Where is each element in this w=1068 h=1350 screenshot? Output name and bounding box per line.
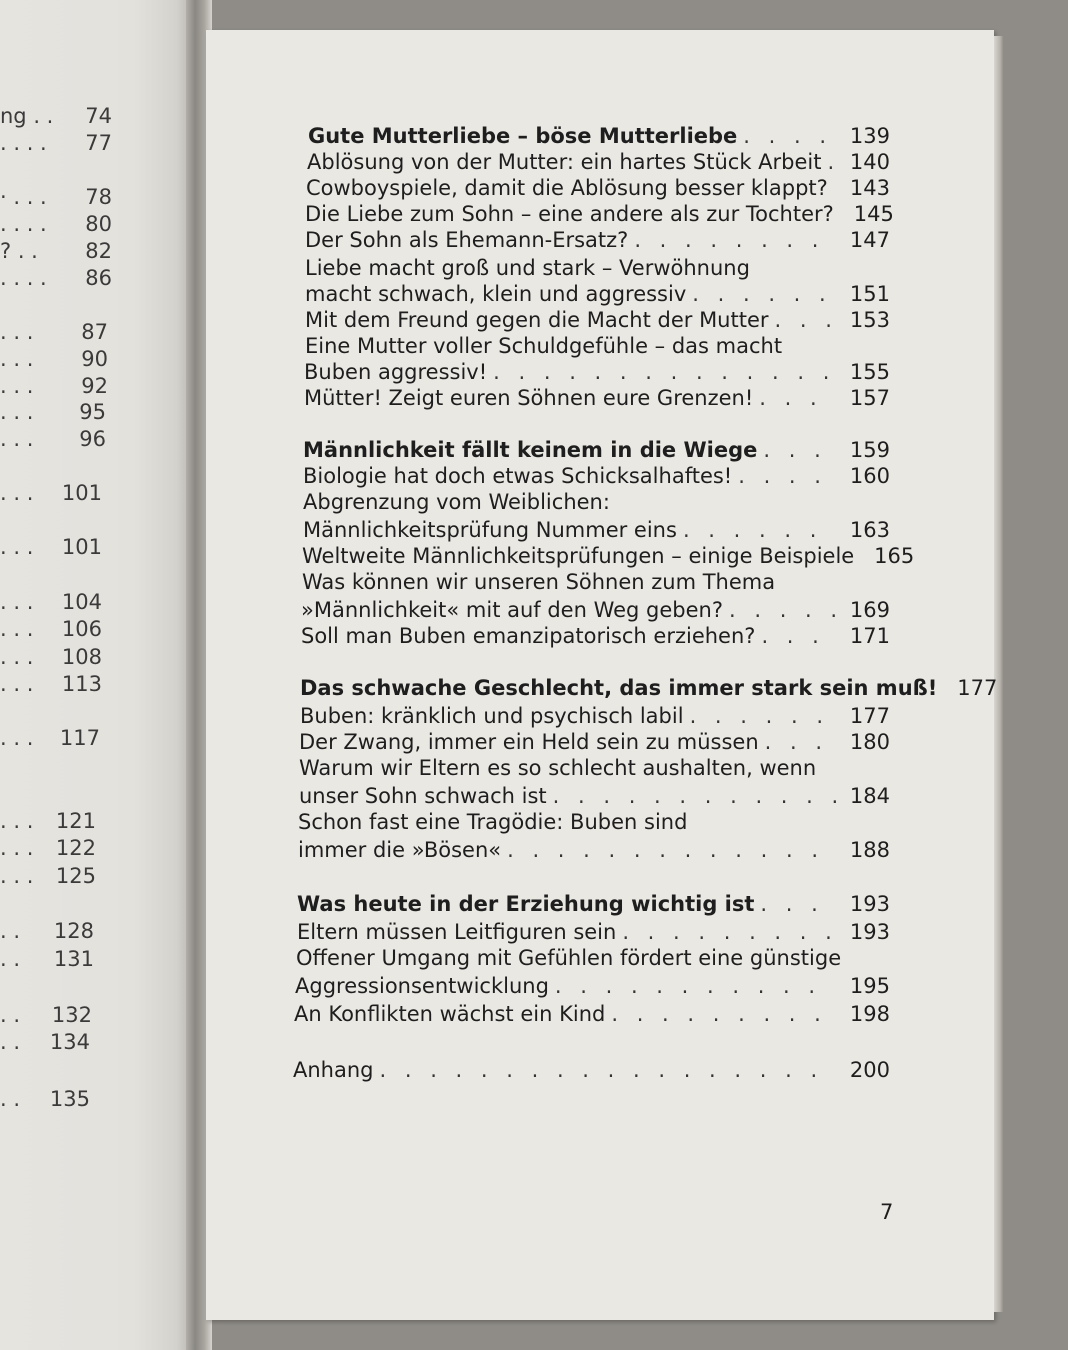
dot-leader bbox=[729, 598, 836, 622]
toc-entry-page: 198 bbox=[849, 1002, 890, 1026]
toc-entry-title: Liebe macht groß und stark – Verwöhnung bbox=[305, 256, 750, 280]
left-entry-page: 95 bbox=[79, 400, 106, 424]
left-entry-fragment: . . . bbox=[0, 726, 34, 750]
dot-leader bbox=[493, 360, 836, 384]
toc-entry-title: Der Sohn als Ehemann-Ersatz? bbox=[305, 228, 629, 252]
dot-leader bbox=[553, 784, 836, 808]
left-page-entry bbox=[0, 919, 102, 947]
toc-entry bbox=[303, 490, 890, 518]
left-entry-fragment: . . . bbox=[0, 617, 34, 641]
left-entry-page: 74 bbox=[85, 104, 112, 128]
left-entry-page: 77 bbox=[85, 131, 112, 155]
toc-entry bbox=[305, 334, 890, 362]
left-entry-page: 101 bbox=[61, 535, 102, 559]
left-page-entry bbox=[0, 864, 104, 892]
left-page-entry bbox=[0, 266, 120, 294]
left-page-entry bbox=[0, 131, 120, 159]
toc-entry bbox=[302, 570, 890, 598]
toc-entry-title: Offener Umgang mit Gefühlen fördert eine günstige bbox=[296, 946, 842, 970]
left-entry-page: 104 bbox=[61, 590, 102, 614]
toc-entry-title: Männlichkeit fällt keinem in die Wiege bbox=[303, 438, 758, 462]
toc-entry-page: 159 bbox=[849, 438, 890, 462]
page-edge bbox=[994, 36, 1004, 1312]
toc-entry-title: Was heute in der Erziehung wichtig ist bbox=[297, 892, 755, 916]
left-entry-fragment: · . . . bbox=[0, 185, 47, 209]
dot-leader bbox=[765, 730, 836, 754]
toc-entry bbox=[304, 360, 890, 388]
left-entry-fragment: . . . bbox=[0, 400, 34, 424]
left-entry-page: 122 bbox=[55, 836, 96, 860]
toc-entry-title: Männlichkeitsprüfung Nummer eins bbox=[303, 518, 677, 542]
left-page-entry bbox=[0, 1030, 98, 1058]
toc-entry-page: 177 bbox=[849, 704, 890, 728]
toc-entry-page: 193 bbox=[849, 920, 890, 944]
left-entry-page: 92 bbox=[81, 374, 108, 398]
toc-entry-title: Biologie hat doch etwas Schicksalhaftes! bbox=[303, 464, 733, 488]
dot-leader bbox=[555, 974, 836, 998]
left-entry-fragment: . . . . bbox=[0, 131, 47, 155]
toc-entry-title: Eine Mutter voller Schuldgefühle – das macht bbox=[305, 334, 783, 358]
toc-entry-title: immer die »Bösen« bbox=[298, 838, 502, 862]
dot-leader bbox=[763, 438, 836, 462]
left-entry-page: 106 bbox=[61, 617, 102, 641]
toc-entry-page: 143 bbox=[849, 176, 890, 200]
toc-entry-title: Anhang bbox=[293, 1058, 374, 1082]
toc-entry-page: 157 bbox=[849, 386, 890, 410]
left-page-entry bbox=[0, 726, 108, 754]
left-entry-fragment: . . . bbox=[0, 481, 34, 505]
left-page-entry bbox=[0, 374, 116, 402]
toc-entry bbox=[305, 282, 890, 310]
toc-entry bbox=[298, 810, 890, 838]
left-entry-fragment: . . . bbox=[0, 427, 34, 451]
left-entry-page: 131 bbox=[53, 947, 94, 971]
dot-leader bbox=[760, 892, 836, 916]
toc-entry-title: Gute Mutterliebe – böse Mutterliebe bbox=[308, 124, 738, 148]
left-entry-page: 82 bbox=[85, 239, 112, 263]
left-entry-page: 134 bbox=[49, 1030, 90, 1054]
left-page-entry bbox=[0, 104, 120, 132]
toc-entry-page: 200 bbox=[849, 1058, 890, 1082]
dot-leader bbox=[775, 308, 836, 332]
left-entry-fragment: . . . bbox=[0, 320, 34, 344]
toc-entry-page: 184 bbox=[849, 784, 890, 808]
toc-entry bbox=[296, 946, 890, 974]
toc-entry bbox=[307, 150, 890, 178]
left-page-entry bbox=[0, 239, 120, 267]
toc-entry-page: 147 bbox=[849, 228, 890, 252]
toc-section-heading bbox=[303, 438, 890, 466]
toc-entry bbox=[299, 756, 890, 784]
toc-entry-title: Mütter! Zeigt euren Söhnen eure Grenzen! bbox=[304, 386, 754, 410]
dot-leader bbox=[611, 1002, 836, 1026]
toc-entry bbox=[305, 202, 894, 230]
left-entry-fragment: . . bbox=[0, 947, 21, 971]
left-entry-fragment: . . . bbox=[0, 535, 34, 559]
left-entry-fragment: . . . bbox=[0, 590, 34, 614]
toc-section-heading bbox=[308, 124, 890, 152]
dot-leader bbox=[690, 704, 836, 728]
dot-leader bbox=[834, 176, 836, 200]
toc-entry bbox=[302, 544, 915, 572]
left-page-entry bbox=[0, 535, 110, 563]
left-entry-page: 135 bbox=[49, 1087, 90, 1111]
toc-entry bbox=[306, 176, 890, 204]
left-entry-page: 80 bbox=[85, 212, 112, 236]
left-entry-page: 117 bbox=[59, 726, 100, 750]
toc-entry bbox=[300, 704, 890, 732]
left-entry-fragment: . . bbox=[0, 1003, 21, 1027]
dot-leader bbox=[738, 464, 836, 488]
toc-entry-title: Cowboyspiele, damit die Ablösung besser klappt? bbox=[306, 176, 828, 200]
dot-leader bbox=[759, 386, 836, 410]
toc-entry-title: Abgrenzung vom Weiblichen: bbox=[303, 490, 610, 514]
left-entry-page: 78 bbox=[85, 185, 112, 209]
toc-entry bbox=[305, 256, 890, 284]
toc-entry bbox=[295, 974, 890, 1002]
toc-entry bbox=[305, 228, 890, 256]
left-entry-page: 125 bbox=[55, 864, 96, 888]
toc-entry-title: Buben aggressiv! bbox=[304, 360, 488, 384]
dot-leader bbox=[507, 838, 836, 862]
toc-entry-page: 169 bbox=[849, 598, 890, 622]
toc-entry-title: unser Sohn schwach ist bbox=[299, 784, 547, 808]
toc-entry bbox=[297, 920, 890, 948]
toc-entry-title: Der Zwang, immer ein Held sein zu müssen bbox=[299, 730, 759, 754]
left-entry-fragment: . . . . bbox=[0, 212, 47, 236]
toc-entry-title: Weltweite Männlichkeitsprüfungen – einige Beispiele bbox=[302, 544, 855, 568]
dot-leader bbox=[761, 624, 836, 648]
left-entry-fragment: . . bbox=[0, 1087, 21, 1111]
toc-entry bbox=[294, 1002, 890, 1030]
left-entry-page: 101 bbox=[61, 481, 102, 505]
toc-entry bbox=[299, 784, 890, 812]
dot-leader bbox=[634, 228, 836, 252]
left-entry-page: 86 bbox=[85, 266, 112, 290]
left-page-entry bbox=[0, 1087, 98, 1115]
left-page-entry bbox=[0, 645, 110, 673]
dot-leader bbox=[828, 150, 837, 174]
toc-section-heading bbox=[300, 676, 998, 704]
left-page-entry bbox=[0, 400, 114, 428]
left-page-entry bbox=[0, 320, 116, 348]
toc-entry-page: 177 bbox=[957, 676, 998, 700]
left-page bbox=[0, 0, 192, 1350]
left-page-entry bbox=[0, 427, 114, 455]
toc-entry-page: 140 bbox=[849, 150, 890, 174]
left-page-entry bbox=[0, 1003, 100, 1031]
left-entry-fragment: ng . . bbox=[0, 104, 54, 128]
toc-entry-page: 193 bbox=[849, 892, 890, 916]
toc-entry-title: Soll man Buben emanzipatorisch erziehen? bbox=[301, 624, 756, 648]
toc-entry-title: Eltern müssen Leitfiguren sein bbox=[297, 920, 617, 944]
toc-entry-title: Ablösung von der Mutter: ein hartes Stück Arbeit bbox=[307, 150, 822, 174]
left-entry-fragment: . . . bbox=[0, 809, 34, 833]
left-page-entry bbox=[0, 481, 110, 509]
left-page-entry bbox=[0, 836, 104, 864]
dot-leader bbox=[380, 1058, 837, 1082]
toc-entry-title: Warum wir Eltern es so schlecht aushalten, wenn bbox=[299, 756, 817, 780]
left-entry-fragment: . . bbox=[0, 919, 21, 943]
dot-leader bbox=[622, 920, 836, 944]
left-entry-page: 132 bbox=[51, 1003, 92, 1027]
toc-entry-page: 160 bbox=[849, 464, 890, 488]
toc-entry-title: Das schwache Geschlecht, das immer stark sein muß! bbox=[300, 676, 938, 700]
toc-entry-page: 153 bbox=[849, 308, 890, 332]
toc-entry-title: Was können wir unseren Söhnen zum Thema bbox=[302, 570, 776, 594]
toc-entry-title: Schon fast eine Tragödie: Buben sind bbox=[298, 810, 688, 834]
toc-entry-title: Buben: kränklich und psychisch labil bbox=[300, 704, 684, 728]
toc-entry-title: Mit dem Freund gegen die Macht der Mutter bbox=[305, 308, 769, 332]
toc-entry-title: Die Liebe zum Sohn – eine andere als zur Tochter? bbox=[305, 202, 834, 226]
left-entry-page: 121 bbox=[55, 809, 96, 833]
left-entry-fragment: . . . . bbox=[0, 266, 47, 290]
page-number: 7 bbox=[880, 1200, 894, 1224]
toc-entry-page: 163 bbox=[849, 518, 890, 542]
toc-entry-page: 139 bbox=[849, 124, 890, 148]
dot-leader bbox=[743, 124, 836, 148]
left-page-entry bbox=[0, 347, 116, 375]
toc-entry-page: 188 bbox=[849, 838, 890, 862]
dot-leader bbox=[692, 282, 836, 306]
left-entry-page: 113 bbox=[61, 672, 102, 696]
toc-entry-page: 180 bbox=[849, 730, 890, 754]
toc-entry bbox=[304, 386, 890, 414]
toc-entry-title: An Konflikten wächst ein Kind bbox=[294, 1002, 606, 1026]
left-entry-fragment: . . . bbox=[0, 672, 34, 696]
left-page-entry bbox=[0, 947, 102, 975]
toc-entry bbox=[303, 464, 890, 492]
left-page-entry bbox=[0, 809, 104, 837]
left-entry-fragment: . . . bbox=[0, 836, 34, 860]
left-entry-page: 128 bbox=[53, 919, 94, 943]
left-page-entry bbox=[0, 185, 120, 213]
toc-section-heading bbox=[297, 892, 890, 920]
left-page-entry bbox=[0, 212, 120, 240]
left-entry-fragment: . . . bbox=[0, 347, 34, 371]
left-page-entry bbox=[0, 617, 110, 645]
left-entry-page: 108 bbox=[61, 645, 102, 669]
left-entry-fragment: . . . bbox=[0, 645, 34, 669]
left-page-entry bbox=[0, 590, 110, 618]
toc-entry bbox=[303, 518, 890, 546]
toc-entry bbox=[299, 730, 890, 758]
dot-leader bbox=[683, 518, 836, 542]
left-entry-page: 96 bbox=[79, 427, 106, 451]
toc-entry-title: macht schwach, klein und aggressiv bbox=[305, 282, 687, 306]
left-entry-page: 87 bbox=[81, 320, 108, 344]
toc-entry-page: 145 bbox=[853, 202, 894, 226]
left-entry-fragment: . . bbox=[0, 1030, 21, 1054]
toc-entry-page: 171 bbox=[849, 624, 890, 648]
left-entry-fragment: . . . bbox=[0, 864, 34, 888]
toc-entry bbox=[293, 1058, 890, 1086]
toc-entry bbox=[305, 308, 890, 336]
toc-entry-page: 151 bbox=[849, 282, 890, 306]
toc-entry-page: 165 bbox=[874, 544, 915, 568]
toc-entry-page: 155 bbox=[849, 360, 890, 384]
toc-entry-page: 195 bbox=[849, 974, 890, 998]
left-page-entry bbox=[0, 672, 110, 700]
toc-entry-title: »Männlichkeit« mit auf den Weg geben? bbox=[301, 598, 723, 622]
toc-entry bbox=[301, 624, 890, 652]
toc-entry bbox=[301, 598, 890, 626]
left-entry-fragment: ? . . bbox=[0, 239, 38, 263]
toc-entry bbox=[298, 838, 890, 866]
left-entry-page: 90 bbox=[81, 347, 108, 371]
left-entry-fragment: . . . bbox=[0, 374, 34, 398]
toc-entry-title: Aggressionsentwicklung bbox=[295, 974, 549, 998]
